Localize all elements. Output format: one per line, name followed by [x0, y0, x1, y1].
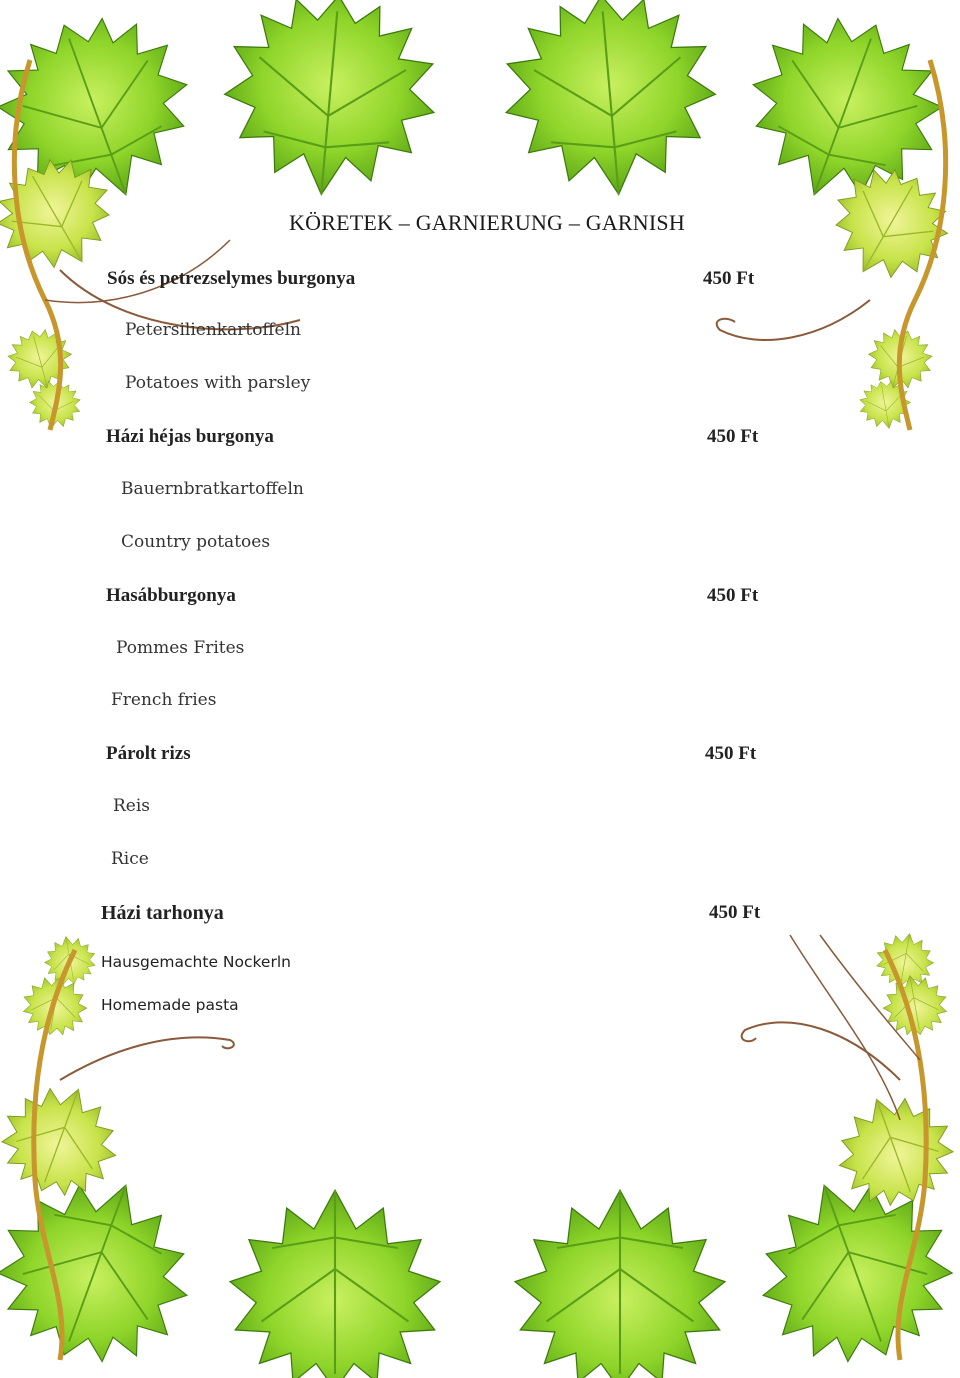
item-name-de: Bauernbratkartoffeln [121, 479, 304, 499]
item-name-de: Hausgemachte Nockerln [101, 953, 291, 971]
item-name: Sós és petrezselymes burgonya [107, 268, 356, 289]
item-price: 450 Ft [707, 426, 759, 447]
item-name-en: Country potatoes [121, 532, 271, 552]
item-name: Házi héjas burgonya [106, 426, 274, 447]
item-name: Hasábburgonya [106, 585, 236, 606]
item-price: 450 Ft [703, 268, 755, 289]
item-name-en: Rice [111, 849, 149, 869]
menu-title: KÖRETEK – GARNIERUNG – GARNISH [289, 210, 685, 235]
item-name-de: Pommes Frites [116, 638, 245, 658]
item-name-de: Reis [113, 796, 151, 816]
item-price: 450 Ft [707, 585, 759, 606]
item-name: Párolt rizs [106, 743, 191, 764]
item-name: Házi tarhonya [101, 902, 224, 924]
item-name-en: French fries [111, 690, 217, 710]
item-price: 450 Ft [705, 743, 757, 764]
item-price: 450 Ft [709, 902, 761, 923]
item-name-en: Potatoes with parsley [125, 373, 311, 393]
item-name-en: Homemade pasta [101, 996, 239, 1014]
item-name-de: Petersilienkartoffeln [125, 320, 301, 340]
